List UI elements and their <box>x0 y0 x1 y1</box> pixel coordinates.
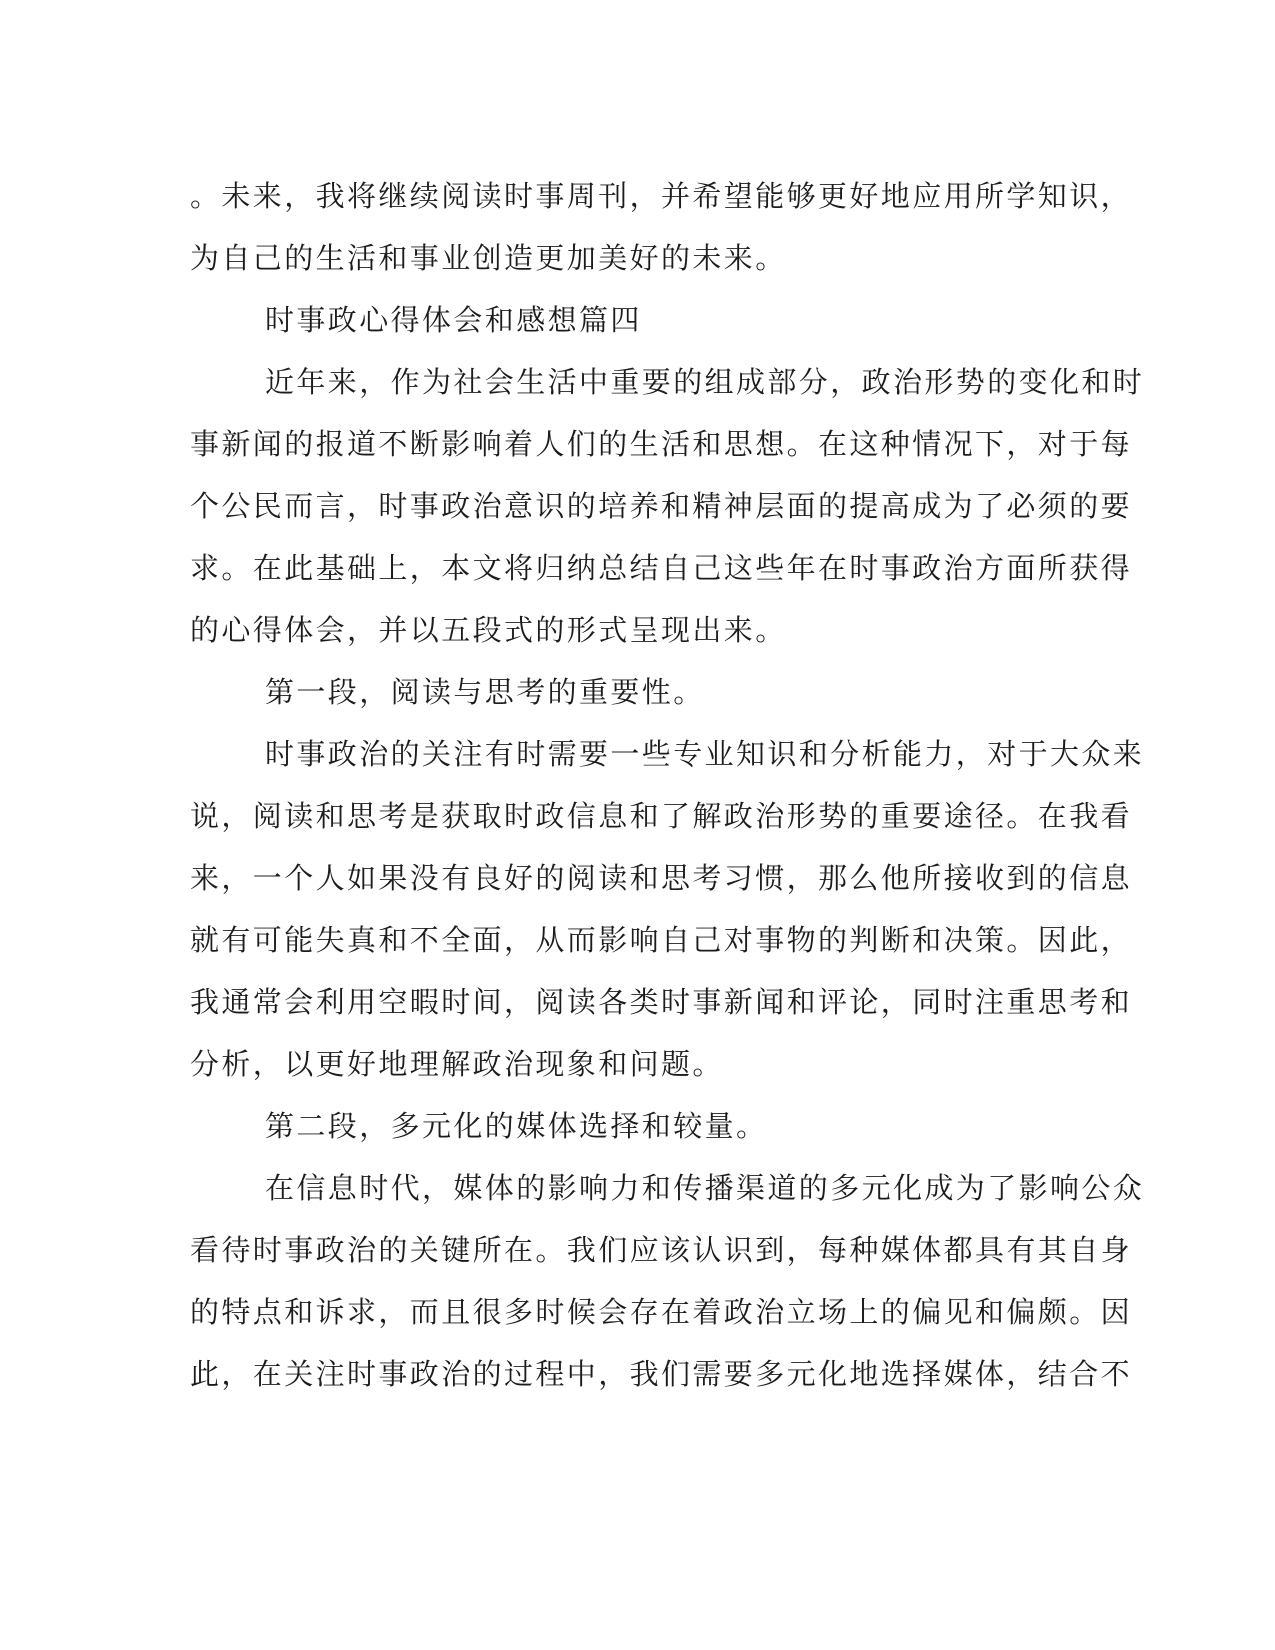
text-line: 就有可能失真和不全面，从而影响自己对事物的判断和决策。因此， <box>190 923 1133 957</box>
text-line: 看待时事政治的关键所在。我们应该认识到，每种媒体都具有其自身 <box>190 1233 1133 1267</box>
text-line: 求。在此基础上，本文将归纳总结自己这些年在时事政治方面所获得 <box>190 551 1133 585</box>
text-line: 来，一个人如果没有良好的阅读和思考习惯，那么他所接收到的信息 <box>190 861 1133 895</box>
text-line: 时事政治的关注有时需要一些专业知识和分析能力，对于大众来 <box>265 737 1145 771</box>
text-line: 的心得体会，并以五段式的形式呈现出来。 <box>190 613 787 647</box>
paragraph-heading: 第一段，阅读与思考的重要性。 <box>265 675 705 709</box>
document-body <box>190 165 1145 1405</box>
paragraph-heading: 第二段，多元化的媒体选择和较量。 <box>265 1109 768 1143</box>
text-line: 事新闻的报道不断影响着人们的生活和思想。在这种情况下，对于每 <box>190 427 1133 461</box>
text-line: 说，阅读和思考是获取时政信息和了解政治形势的重要途径。在我看 <box>190 799 1133 833</box>
section-heading: 时事政心得体会和感想篇四 <box>265 303 642 337</box>
text-line: 我通常会利用空暇时间，阅读各类时事新闻和评论，同时注重思考和 <box>190 985 1133 1019</box>
text-line: 此，在关注时事政治的过程中，我们需要多元化地选择媒体，结合不 <box>190 1357 1133 1391</box>
text-line: 分析，以更好地理解政治现象和问题。 <box>190 1047 724 1081</box>
text-line: 个公民而言，时事政治意识的培养和精神层面的提高成为了必须的要 <box>190 489 1133 523</box>
text-line: 的特点和诉求，而且很多时候会存在着政治立场上的偏见和偏颇。因 <box>190 1295 1133 1329</box>
text-line: 。未来，我将继续阅读时事周刊，并希望能够更好地应用所学知识， <box>190 179 1133 213</box>
text-line: 为自己的生活和事业创造更加美好的未来。 <box>190 241 787 275</box>
text-line: 在信息时代，媒体的影响力和传播渠道的多元化成为了影响公众 <box>265 1171 1145 1205</box>
text-line: 近年来，作为社会生活中重要的组成部分，政治形势的变化和时 <box>265 365 1145 399</box>
